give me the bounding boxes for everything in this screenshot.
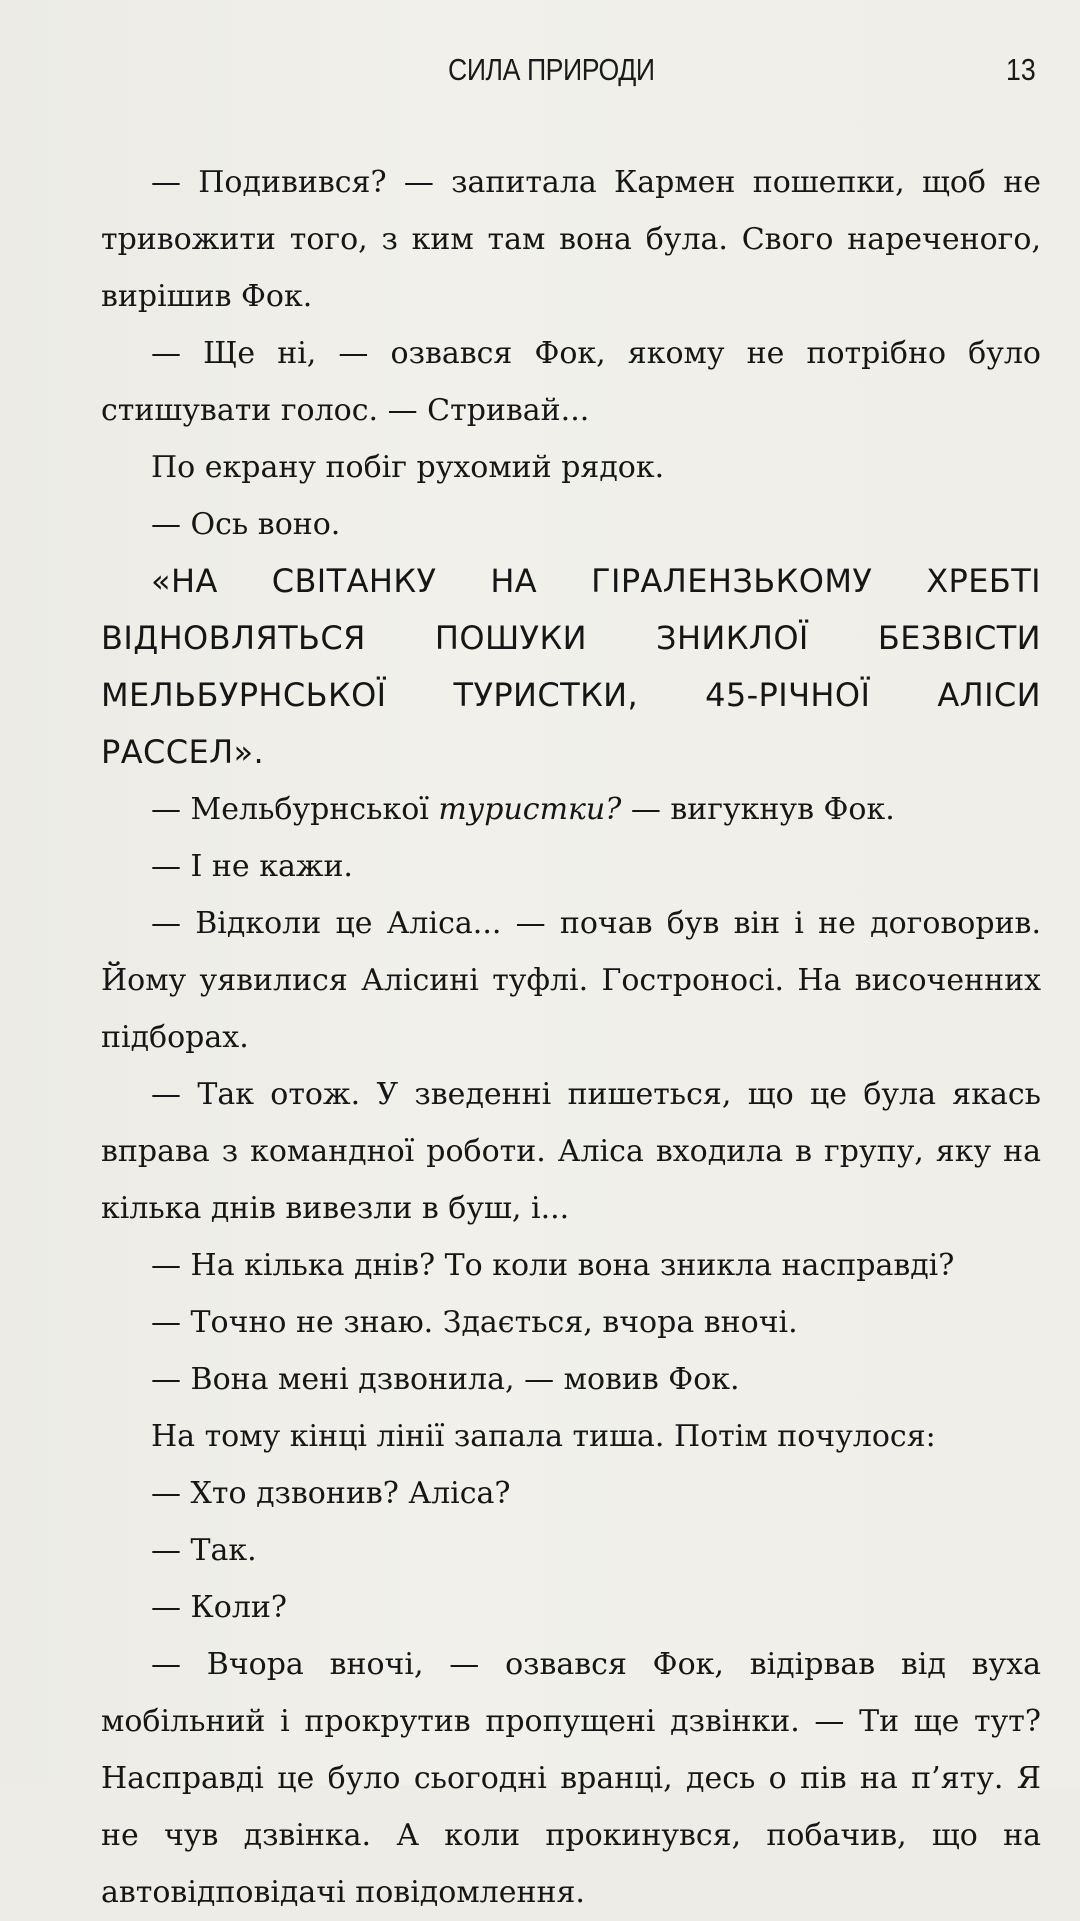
body-text: [101, 154, 1041, 1921]
paragraph: [101, 781, 1041, 838]
paragraph: — Коли?: [151, 1590, 287, 1625]
page-header: [0, 48, 1080, 98]
paragraph: — Хто дзвонив? Аліса?: [151, 1476, 511, 1511]
paragraph: — Так отож. У зведенні пишеться, що це була якась вправа з командної роботи. Аліса входила в групу, яку на кілька днів вивезли в буш, і...: [101, 1077, 1041, 1226]
paragraph-text: — вигукнув Фок.: [621, 792, 895, 827]
paragraph: На тому кінці лінії запала тиша. Потім почулося:: [151, 1419, 936, 1454]
emphasized-word: туристки?: [438, 792, 622, 827]
running-title: СИЛА ПРИРОДИ: [448, 52, 655, 87]
paragraph: — Точно не знаю. Здається, вчора вночі.: [151, 1305, 798, 1340]
paragraph: — Вчора вночі, — озвався Фок, відірвав від вуха мобільний і прокрутив пропущені дзвінки. — Ти ще тут? Насправді це було сьогодні вранці, десь о пів на п’яту. Я не чув дзвінка. А коли прокинувся, побачив, що на автовідповідачі повідомлення.: [101, 1647, 1041, 1910]
paragraph: — Вона мені дзвонила, — мовив Фок.: [151, 1362, 740, 1397]
paragraph: По екрану побіг рухомий рядок.: [151, 450, 665, 485]
paragraph: — Ще ні, — озвався Фок, якому не потрібно було стишувати голос. — Стривай...: [101, 336, 1041, 428]
paragraph-text: — Мельбурнської: [151, 792, 439, 827]
paragraph: — Ось воно.: [151, 507, 341, 542]
paragraph: — Подивився? — запитала Кармен пошепки, щоб не тривожити того, з ким там вона була. Свого нареченого, вирішив Фок.: [101, 165, 1041, 314]
page-number: 13: [1006, 52, 1036, 87]
paragraph: — Так.: [151, 1533, 257, 1568]
paragraph: — І не кажи.: [151, 849, 353, 884]
news-ticker-paragraph: «НА СВІТАНКУ НА ГІРАЛЕНЗЬКОМУ ХРЕБТІ ВІДНОВЛЯТЬСЯ ПОШУКИ ЗНИКЛОЇ БЕЗВІСТИ МЕЛЬБУРНСЬКОЇ ТУРИСТКИ, 45-РІЧНОЇ АЛІСИ РАССЕЛ».: [101, 562, 1041, 771]
paragraph: — Відколи це Аліса... — почав був він і не договорив. Йому уявилися Алісині туфлі. Гостроносі. На височенних підборах.: [101, 906, 1041, 1055]
paragraph: — На кілька днів? То коли вона зникла насправді?: [151, 1248, 955, 1283]
